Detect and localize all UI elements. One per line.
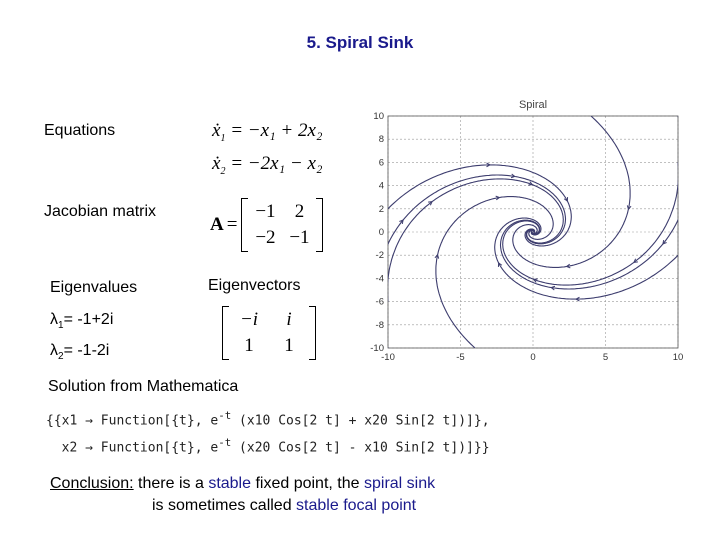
spiral-phase-portrait: [350, 94, 695, 364]
right-bracket: [316, 198, 323, 252]
slide-title: 5. Spiral Sink: [306, 33, 414, 52]
lambda-2: [50, 342, 109, 362]
trajectory: [377, 175, 566, 348]
eigenvector-matrix: [222, 306, 316, 360]
eq1-sub: 1: [220, 132, 226, 144]
conclusion-line-1: [50, 473, 435, 495]
jac-cell: −2: [255, 227, 276, 248]
code-line-2: [46, 436, 490, 455]
eq1-rhs: = −x₁ + 2x₂: [230, 120, 323, 141]
trajectory: [501, 116, 690, 289]
x-tick-label: 0: [530, 352, 536, 363]
eigenvectors-label: Eigenvectors: [208, 277, 301, 294]
jacobian-matrix: [210, 198, 323, 252]
y-tick-label: 10: [373, 111, 384, 122]
eigvec-cell: 1: [284, 335, 294, 356]
jac-cell: −1: [255, 201, 276, 222]
code-line-1: [46, 409, 490, 428]
y-tick-label: 4: [378, 180, 384, 192]
trajectory: [495, 218, 678, 299]
conclusion-highlight: stable: [208, 475, 252, 492]
solution-label: Solution from Mathematica: [48, 378, 239, 395]
code-exp: -t: [218, 436, 232, 449]
x-tick-label: 5: [602, 352, 609, 363]
y-tick-label: 2: [378, 203, 384, 215]
trajectory: [503, 162, 679, 285]
code-text: {{x1 → Function[{t}, e: [46, 413, 219, 429]
right-bracket: [309, 306, 316, 360]
y-tick-label: 8: [378, 134, 384, 146]
trajectory: [436, 197, 553, 348]
lambda-sub: 2: [58, 351, 64, 363]
conclusion-highlight: stable focal point: [296, 497, 417, 514]
code-exp: -t: [218, 409, 232, 422]
chart-title: Spiral: [518, 99, 548, 111]
eq2-sub: 2: [220, 165, 226, 177]
jac-cell: −1: [289, 227, 310, 248]
eigvec-cell: i: [286, 309, 292, 330]
code-text: (x20 Cos[2 t] - x10 Sin[2 t])]}}: [231, 440, 490, 456]
y-tick-label: -4: [375, 273, 384, 285]
jac-cell: 2: [294, 201, 305, 222]
lambda-sub: 1: [58, 320, 64, 332]
eigvec-cells: [229, 309, 309, 357]
y-tick-label: -2: [375, 250, 384, 262]
equation-1: [212, 120, 322, 144]
conclusion-text: is sometimes called: [152, 497, 297, 514]
eq1-lhs: ẋ: [212, 120, 221, 141]
conclusion-line-2: [152, 495, 416, 517]
y-tick-label: -6: [375, 296, 384, 308]
lambda-value: = -1+2i: [63, 311, 114, 328]
conclusion-text: fixed point, the: [251, 475, 364, 492]
trajectory: [513, 116, 630, 267]
conclusion-label: Conclusion:: [50, 475, 134, 492]
lambda-value: = -1-2i: [63, 342, 110, 359]
trajectory: [388, 179, 564, 302]
jacobian-name: A: [210, 214, 224, 235]
x-tick-label: -5: [456, 352, 465, 363]
lambda-symbol: λ: [50, 311, 58, 328]
equations-label: Equations: [44, 122, 116, 139]
x-tick-label: 10: [672, 352, 684, 363]
eigvec-cell: −i: [239, 309, 259, 330]
left-bracket: [241, 198, 248, 252]
equation-2: [212, 153, 322, 177]
eigvec-cell: 1: [244, 335, 254, 356]
trajectory: [388, 165, 571, 246]
code-text: (x10 Cos[2 t] + x20 Sin[2 t])]},: [231, 413, 490, 429]
jacobian-label: Jacobian matrix: [44, 203, 157, 220]
conclusion-highlight: spiral sink: [363, 475, 436, 492]
lambda-1: [50, 311, 113, 331]
conclusion-text: there is a: [133, 475, 209, 492]
y-tick-label: 6: [378, 157, 384, 169]
y-tick-label: -10: [370, 343, 384, 354]
jacobian-cells: [248, 201, 316, 249]
jacobian-eq: =: [226, 214, 238, 235]
eigenvalues-label: Eigenvalues: [50, 279, 138, 296]
eq2-rhs: = −2x₁ − x₂: [230, 153, 323, 174]
y-tick-label: 0: [378, 227, 384, 238]
y-tick-label: -8: [375, 319, 384, 331]
left-bracket: [222, 306, 229, 360]
eq2-lhs: ẋ: [212, 153, 221, 174]
code-text: x2 → Function[{t}, e: [46, 440, 219, 456]
lambda-symbol: λ: [50, 342, 58, 359]
x-tick-label: -10: [381, 352, 395, 363]
